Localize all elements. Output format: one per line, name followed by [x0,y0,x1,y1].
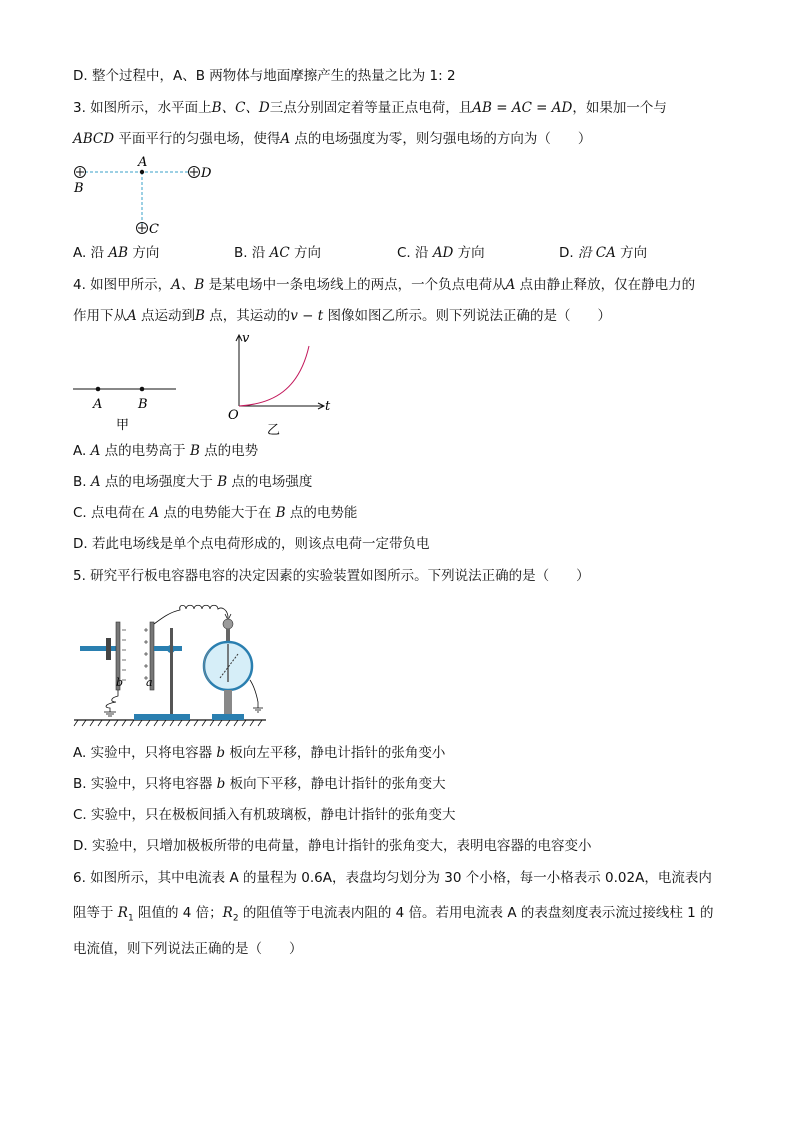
q5-plate-a-charges [144,628,148,680]
q5-table-hatching [74,720,262,726]
q6-stem-line2: 阻等于 $R_1$ 阻值的 4 倍；$R_2$ 的阻值等于电流表内阻的 4 倍。若用电流表 A 的表盘刻度表示流过接线柱 1 的 [73,905,714,924]
q6-stem-line3: 电流值，则下列说法正确的是（ ） [73,941,303,957]
q5-option-c: C. 实验中，只在极板间插入有机玻璃板，静电计指针的张角变大 [73,807,456,823]
q5-electrometer-ground-icon [253,708,263,712]
q5-ground-icon [104,712,116,716]
q4-caption-jia: 甲 [116,418,130,433]
q3-charge-d [189,167,200,178]
q5-electrometer-post [224,690,232,714]
q4-figure-jia [70,375,180,435]
q5-option-b: B. 实验中，只将电容器 b 板向下平移，静电计指针的张角变大 [73,776,446,792]
q3-option-a: A. 沿 AB 方向 [73,245,160,261]
q3-option-b: B. 沿 AC 方向 [234,245,322,261]
q5-electrometer-ground-wire [250,680,258,708]
q5-plate-b-clamp [106,638,111,660]
q3-point-a: A [280,131,291,147]
q3-charge-b [75,167,86,178]
q3-points: B、C、D [211,100,270,116]
q3-stem-line1 [73,98,667,118]
q4-option-d: D. 若此电场线是单个点电荷形成的，则该点电荷一定带负电 [73,536,430,552]
q4-label-t: t [325,399,331,414]
q5-option-a: A. 实验中，只将电容器 b 板向左平移，静电计指针的张角变小 [73,745,446,761]
q3-plane: ABCD [73,131,115,147]
q3-label-c: C [149,222,159,237]
q5-label-a: a [146,676,153,689]
q3-stem-text: 平面平行的匀强电场，使得 [114,131,281,147]
q4-point-a-dot [96,387,101,392]
q4-vt-curve [239,346,309,406]
q5-stem: 5. 研究平行板电容器电容的决定因素的实验装置如图所示。下列说法正确的是（ ） [73,568,590,584]
q3-stem-text: 三点分别固定着等量正点电荷，且 [269,100,473,116]
q5-apparatus-figure [70,598,270,730]
q5-stand-base [134,714,190,720]
q3-label-b: B [74,181,84,196]
q4-label-b: B [138,397,148,412]
q4-label-v: v [242,331,250,346]
q3-stem-text: 点的电场强度为零，则匀强电场的方向为（ ） [290,131,592,147]
q5-option-d: D. 实验中，只增加极板所带的电荷量，静电计指针的张角变大，表明电容器的电容变小 [73,838,592,854]
q4-point-b-dot [140,387,145,392]
q6-stem-line1: 6. 如图所示，其中电流表 A 的量程为 0.6A，表盘均匀划分为 30 个小格，每一小格表示 0.02A，电流表内 [73,870,712,886]
q5-stand-pole [170,628,173,716]
q5-plate-b-charges [122,630,126,680]
q3-stem-line2 [73,129,591,149]
q3-option-c: C. 沿 AD 方向 [397,245,485,261]
q3-point-a-dot [140,170,144,174]
q5-electrometer-knob [223,619,233,629]
q2-option-d: D. 整个过程中，A、B 两物体与地面摩擦产生的热量之比为 1: 2 [73,68,456,84]
q4-label-a: A [93,397,103,412]
q5-label-b: b [116,676,124,689]
q5-ground-wire [106,690,118,712]
q3-equation: AB = AC = AD [472,100,573,116]
q3-option-d: D. 沿 CA 方向 [559,245,648,261]
q3-stem-text: ，如果加一个与 [572,100,667,116]
q3-label-a: A [138,155,148,170]
q4-stem-line1: 4. 如图甲所示，A、B 是某电场中一条电场线上的两点，一个负点电荷从A 点由静止释放，仅在静电力的 [73,277,696,293]
q3-charge-figure [66,152,226,238]
q4-figure-yi [225,330,340,438]
q3-label-d: D [201,166,212,181]
q4-label-o: O [228,408,239,423]
q5-electrometer-base [212,714,244,720]
q3-stem-text: 3. 如图所示，水平面上 [73,100,212,116]
q4-caption-yi: 乙 [267,423,281,438]
q4-option-c: C. 点电荷在 A 点的电势能大于在 B 点的电势能 [73,505,358,521]
q4-stem-line2: 作用下从A 点运动到B 点，其运动的v − t 图像如图乙所示。则下列说法正确的是（ ） [73,308,612,324]
q4-option-b: B. A 点的电场强度大于 B 点的电场强度 [73,474,313,490]
q4-option-a: A. A 点的电势高于 B 点的电势 [73,443,259,459]
q5-connecting-wire [154,605,228,624]
q3-charge-c [137,223,148,234]
q5-left-holder-rod [80,646,118,651]
